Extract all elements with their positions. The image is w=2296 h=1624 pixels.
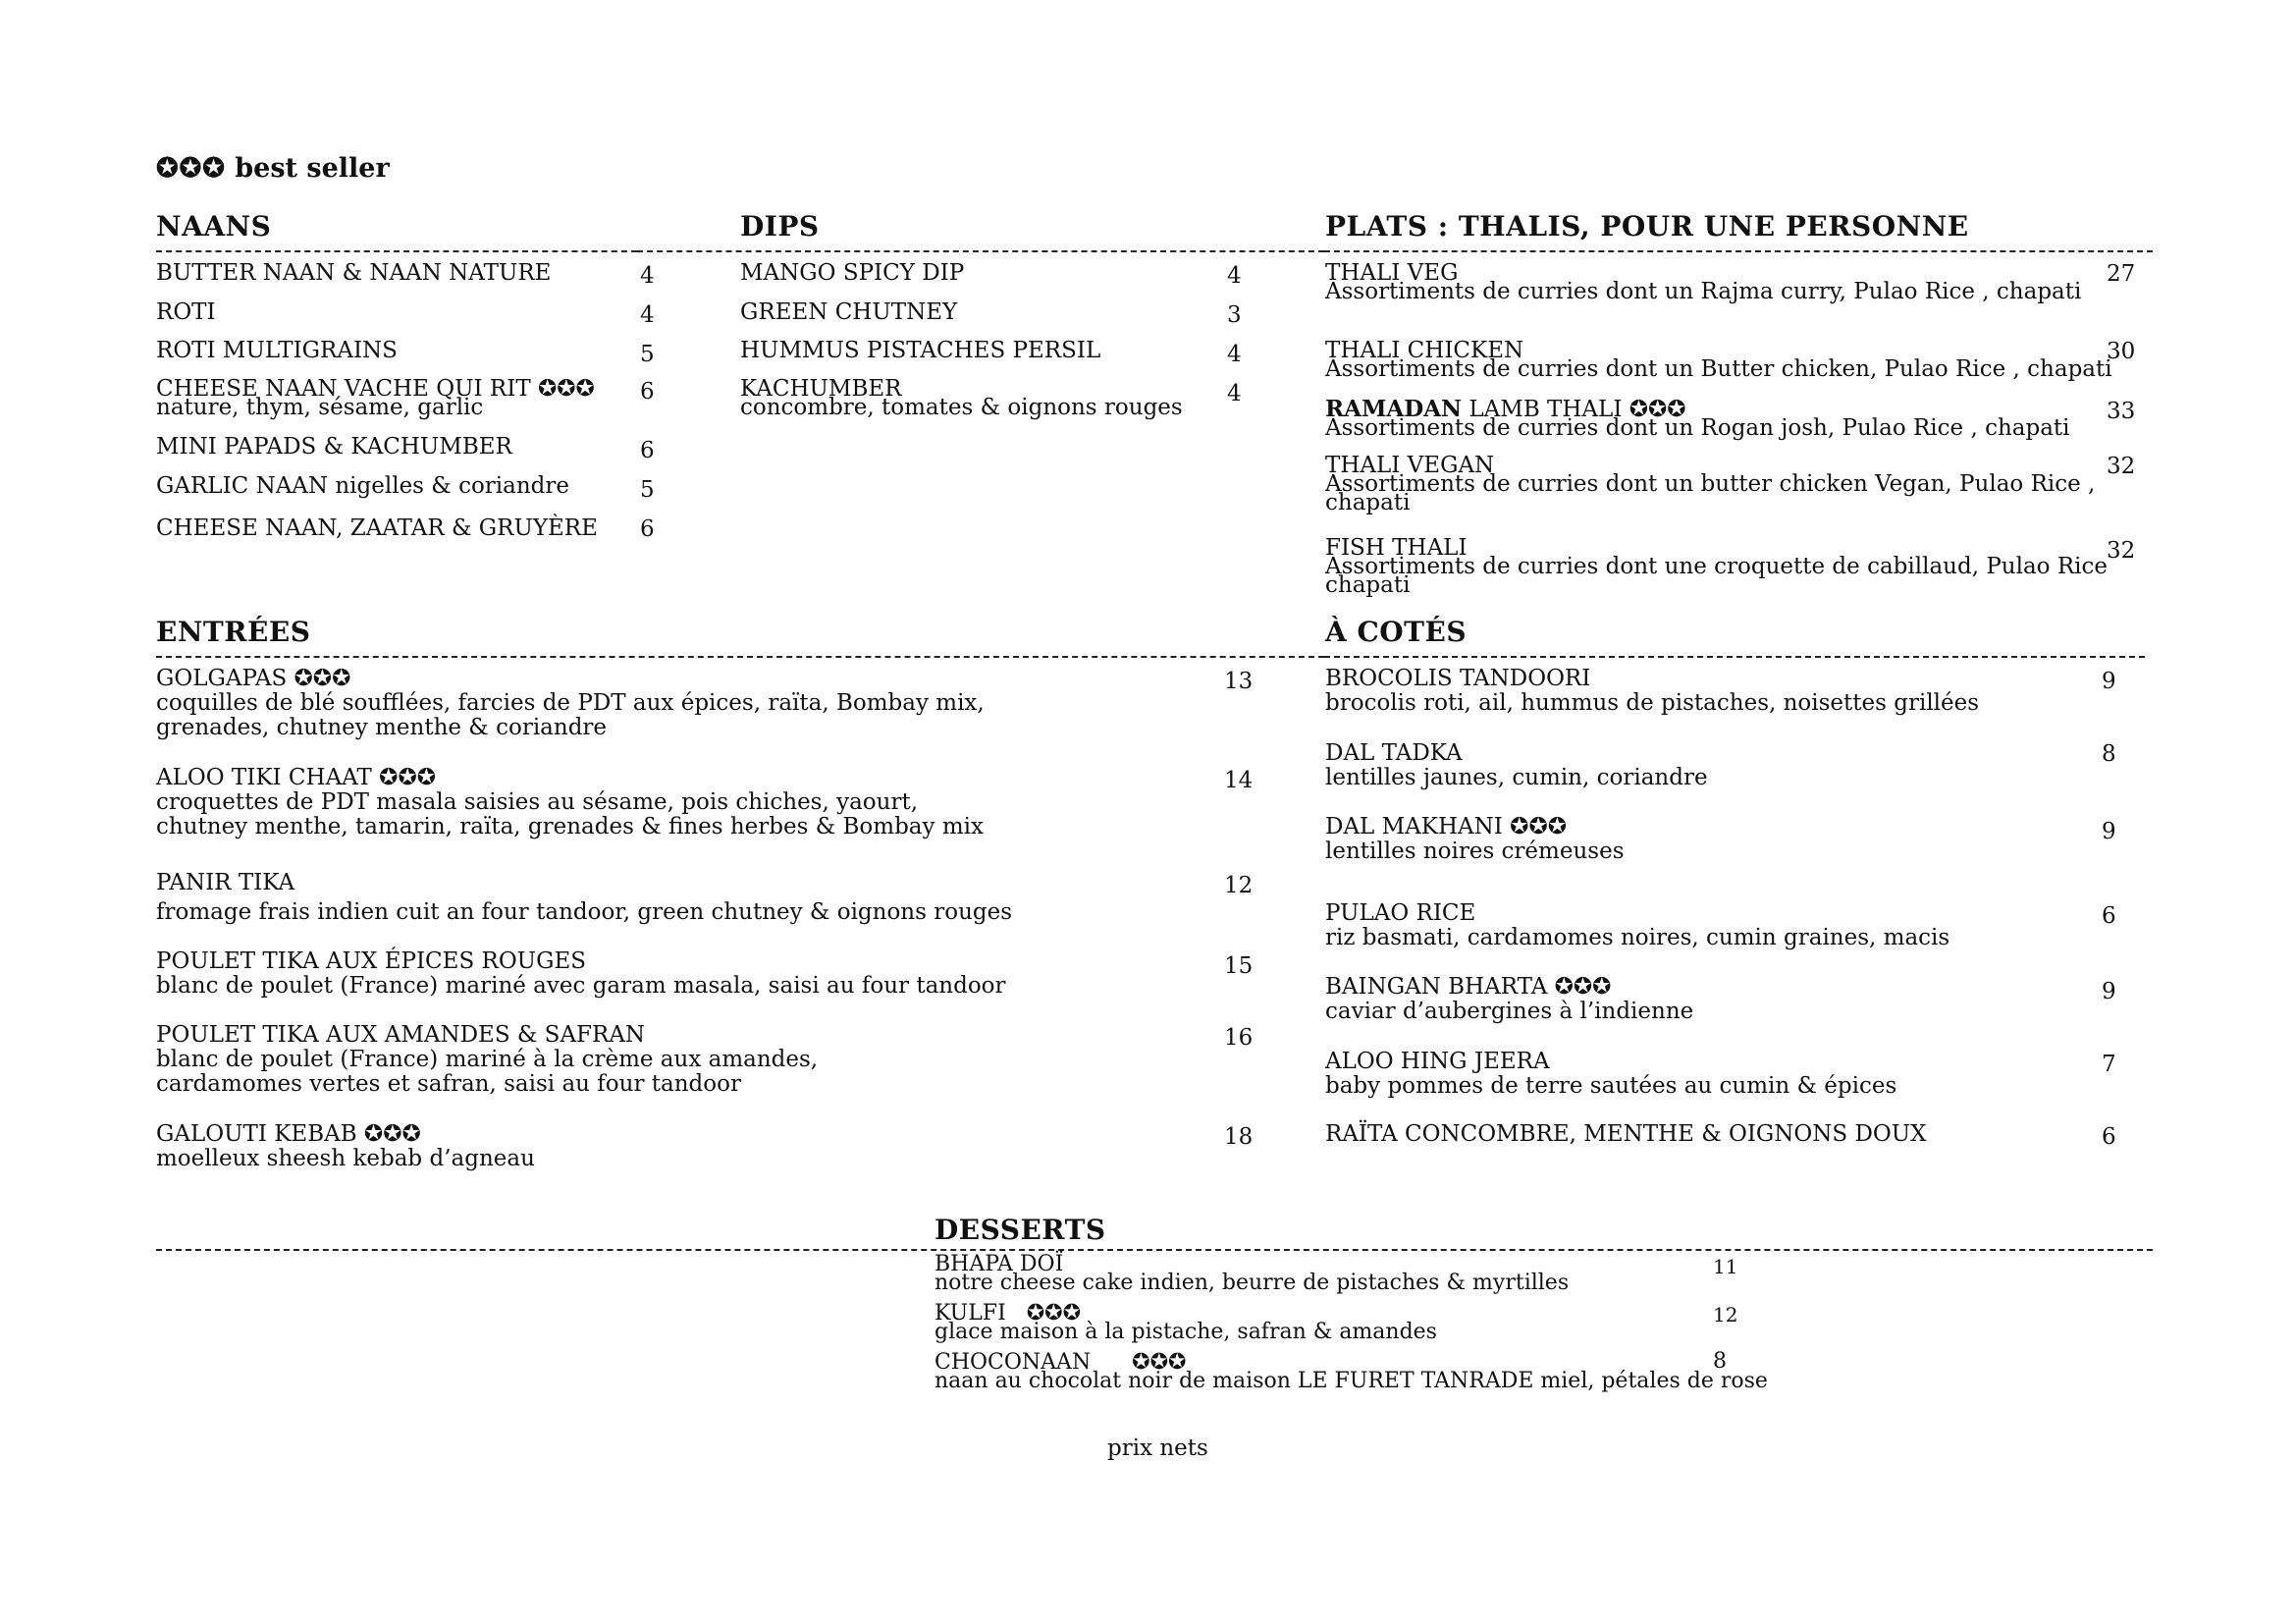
- item-price: 12: [1713, 1303, 1738, 1326]
- item-description-cont: chapati: [1325, 572, 1411, 598]
- menu-item: [1325, 741, 1708, 790]
- item-description: caviar d’aubergines à l’indienne: [1325, 999, 1694, 1024]
- item-name: KULFI ✪✪✪: [934, 1301, 1082, 1326]
- item-name: POULET TIKA AUX ÉPICES ROUGES: [156, 948, 586, 974]
- item-price: 6: [640, 438, 655, 463]
- plats-divider: [1324, 250, 2153, 252]
- item-description-cont: cardamomes vertes et safran, saisi au four tandoor: [156, 1071, 741, 1097]
- menu-item: [1325, 536, 2108, 598]
- item-description: Assortiments de curries dont une croquette de cabillaud, Pulao Rice: [1325, 554, 2109, 579]
- item-description: Assortiments de curries dont un Butter chicken, Pulao Rice , chapati: [1325, 356, 2112, 382]
- item-price: 6: [2102, 903, 2116, 929]
- naans-divider: [156, 250, 637, 252]
- item-price: 7: [2102, 1052, 2116, 1077]
- item-name: PANIR TIKA: [156, 870, 295, 895]
- menu-item: [1325, 1122, 1927, 1147]
- item-price: 4: [1227, 342, 1242, 367]
- menu-item: [156, 474, 569, 499]
- best-seller-legend: [156, 153, 390, 184]
- menu-item: [156, 871, 1012, 925]
- acotes-divider: [1324, 656, 2145, 658]
- item-description: croquettes de PDT masala saisies au sésame, pois chiches, yaourt,: [156, 789, 919, 815]
- menu-item: [934, 1253, 1569, 1294]
- item-description: glace maison à la pistache, safran & amandes: [934, 1320, 1437, 1344]
- item-price: 8: [2102, 741, 2116, 767]
- dips-divider: [637, 250, 1324, 252]
- item-price: 5: [640, 342, 655, 367]
- item-description: moelleux sheesh kebab d’agneau: [156, 1146, 535, 1171]
- menu-item: [1325, 975, 1693, 1024]
- plats-heading: PLATS : THALIS, POUR UNE PERSONNE: [1325, 210, 1969, 243]
- item-name: RAÏTA CONCOMBRE, MENTHE & OIGNONS DOUX: [1325, 1121, 1927, 1147]
- best-seller-label: best seller: [225, 153, 390, 184]
- item-name: GALOUTI KEBAB ✪✪✪: [156, 1121, 421, 1147]
- item-price: 14: [1224, 768, 1254, 793]
- item-name: THALI CHICKEN: [1325, 338, 1524, 363]
- item-name: KACHUMBER: [740, 376, 902, 402]
- item-price: 9: [2102, 669, 2116, 694]
- menu-item: [740, 261, 964, 286]
- menu-item: [156, 300, 216, 325]
- menu-item: [1325, 667, 1979, 716]
- menu-item: [156, 377, 595, 420]
- item-name: FISH THALI: [1325, 535, 1468, 561]
- item-name: POULET TIKA AUX AMANDES & SAFRAN: [156, 1022, 646, 1048]
- desserts-divider: [156, 1249, 2153, 1251]
- item-price: 27: [2107, 261, 2136, 287]
- item-price: 30: [2107, 339, 2136, 364]
- item-name: DAL MAKHANI ✪✪✪: [1325, 814, 1567, 839]
- item-description-cont: grenades, chutney menthe & coriandre: [156, 715, 608, 740]
- item-name-highlight: RAMADAN: [1325, 396, 1463, 422]
- dips-heading: DIPS: [740, 210, 820, 243]
- desserts-heading: DESSERTS: [934, 1214, 1106, 1246]
- item-description: fromage frais indien cuit an four tandoor, green chutney & oignons rouges: [156, 899, 1013, 925]
- menu-item: [156, 667, 985, 740]
- menu-item: [1325, 815, 1625, 864]
- item-price: 32: [2107, 454, 2136, 479]
- item-name: CHEESE NAAN VACHE QUI RIT ✪✪✪: [156, 376, 595, 402]
- item-name: HUMMUS PISTACHES PERSIL: [740, 338, 1101, 363]
- acotes-heading: À COTÉS: [1325, 616, 1468, 648]
- menu-item: [1325, 901, 1949, 950]
- entrees-divider: [156, 656, 1324, 658]
- item-name: CHEESE NAAN, ZAATAR & GRUYÈRE: [156, 515, 598, 541]
- item-name: DAL TADKA: [1325, 740, 1463, 766]
- best-seller-stars-icon: ✪✪✪: [156, 153, 226, 184]
- menu-item: [156, 435, 512, 460]
- item-description: concombre, tomates & oignons rouges: [740, 395, 1183, 420]
- item-name: BROCOLIS TANDOORI: [1325, 666, 1591, 691]
- item-description: riz basmati, cardamomes noires, cumin graines, macis: [1325, 925, 1950, 950]
- item-description: Assortiments de curries dont un Rajma curry, Pulao Rice , chapati: [1325, 279, 2082, 304]
- item-price: 6: [2102, 1124, 2116, 1150]
- menu-item: [156, 1023, 818, 1097]
- item-price: 18: [1224, 1124, 1254, 1150]
- menu-item: [1325, 339, 2112, 382]
- item-price: 6: [640, 516, 655, 542]
- item-price: 4: [1227, 263, 1242, 289]
- menu-item: [1325, 454, 2095, 515]
- item-price: 15: [1224, 953, 1254, 979]
- item-price: 6: [640, 379, 655, 405]
- item-name: ROTI MULTIGRAINS: [156, 338, 398, 363]
- item-price: 3: [1227, 302, 1242, 328]
- item-description: blanc de poulet (France) mariné à la crème aux amandes,: [156, 1047, 819, 1072]
- item-price: 12: [1224, 873, 1254, 898]
- item-name: PULAO RICE: [1325, 900, 1476, 926]
- item-description: baby pommes de terre sautées au cumin & épices: [1325, 1073, 1897, 1099]
- item-name: GARLIC NAAN nigelles & coriandre: [156, 473, 570, 499]
- menu-item: [934, 1302, 1437, 1343]
- menu-item: [156, 261, 551, 286]
- item-description: lentilles jaunes, cumin, coriandre: [1325, 765, 1708, 790]
- item-name: ROTI: [156, 299, 216, 325]
- item-price: 8: [1713, 1349, 1727, 1374]
- item-price: 16: [1224, 1025, 1254, 1051]
- naans-heading: NAANS: [156, 210, 272, 243]
- item-name: BUTTER NAAN & NAAN NATURE: [156, 260, 552, 286]
- item-price: 33: [2107, 399, 2136, 424]
- item-description: lentilles noires crémeuses: [1325, 839, 1625, 864]
- item-price: 11: [1713, 1255, 1738, 1278]
- item-name: CHOCONAAN ✪✪✪: [934, 1350, 1187, 1375]
- item-price: 9: [2102, 819, 2116, 844]
- menu-item: [934, 1351, 1768, 1392]
- item-name: ALOO TIKI CHAAT ✪✪✪: [156, 765, 436, 790]
- menu-item: [1325, 1050, 1896, 1099]
- item-name: GREEN CHUTNEY: [740, 299, 958, 325]
- menu-item: [740, 377, 1183, 420]
- item-price: 32: [2107, 538, 2136, 564]
- entrees-heading: ENTRÉES: [156, 616, 311, 648]
- item-price: 5: [640, 477, 655, 503]
- item-price: 4: [1227, 381, 1242, 406]
- item-name: THALI VEG: [1325, 260, 1459, 286]
- item-description: Assortiments de curries dont un Rogan josh, Pulao Rice , chapati: [1325, 415, 2070, 441]
- item-description: notre cheese cake indien, beurre de pistaches & myrtilles: [934, 1271, 1570, 1295]
- item-description-cont: chutney menthe, tamarin, raïta, grenades & fines herbes & Bombay mix: [156, 814, 984, 839]
- menu-item: [156, 339, 398, 363]
- item-description: blanc de poulet (France) mariné avec garam masala, saisi au four tandoor: [156, 973, 1006, 999]
- menu-item: [1325, 261, 2081, 304]
- item-name: ALOO HING JEERA: [1325, 1049, 1550, 1074]
- menu-item: [740, 300, 957, 325]
- menu-item: [740, 339, 1100, 363]
- item-description: brocolis roti, ail, hummus de pistaches, noisettes grillées: [1325, 690, 1980, 716]
- footer-note: prix nets: [1107, 1435, 1208, 1461]
- item-name-rest: LAMB THALI ✪✪✪: [1462, 397, 1686, 422]
- item-description: nature, thym, sésame, garlic: [156, 395, 484, 420]
- menu-item: [156, 766, 984, 839]
- item-name: BHAPA DOÏ: [934, 1252, 1064, 1276]
- item-name: GOLGAPAS ✪✪✪: [156, 666, 351, 691]
- item-description: Assortiments de curries dont un butter chicken Vegan, Pulao Rice ,: [1325, 471, 2096, 497]
- item-price: 9: [2102, 979, 2116, 1004]
- item-price: 4: [640, 302, 655, 328]
- menu-item: [156, 1122, 535, 1171]
- item-price: 4: [640, 263, 655, 289]
- item-description: coquilles de blé soufflées, farcies de PDT aux épices, raïta, Bombay mix,: [156, 690, 985, 716]
- item-description: naan au chocolat noir de maison LE FURET TANRADE miel, pétales de rose: [934, 1369, 1768, 1393]
- item-name: BAINGAN BHARTA ✪✪✪: [1325, 974, 1612, 1000]
- item-description-cont: chapati: [1325, 490, 1411, 515]
- item-name: MINI PAPADS & KACHUMBER: [156, 434, 512, 460]
- menu-item: [156, 949, 1006, 999]
- menu-item: [156, 516, 598, 541]
- item-price: 13: [1224, 669, 1254, 694]
- item-name: MANGO SPICY DIP: [740, 260, 965, 286]
- item-name: THALI VEGAN: [1325, 453, 1495, 478]
- menu-item: [1325, 397, 2070, 441]
